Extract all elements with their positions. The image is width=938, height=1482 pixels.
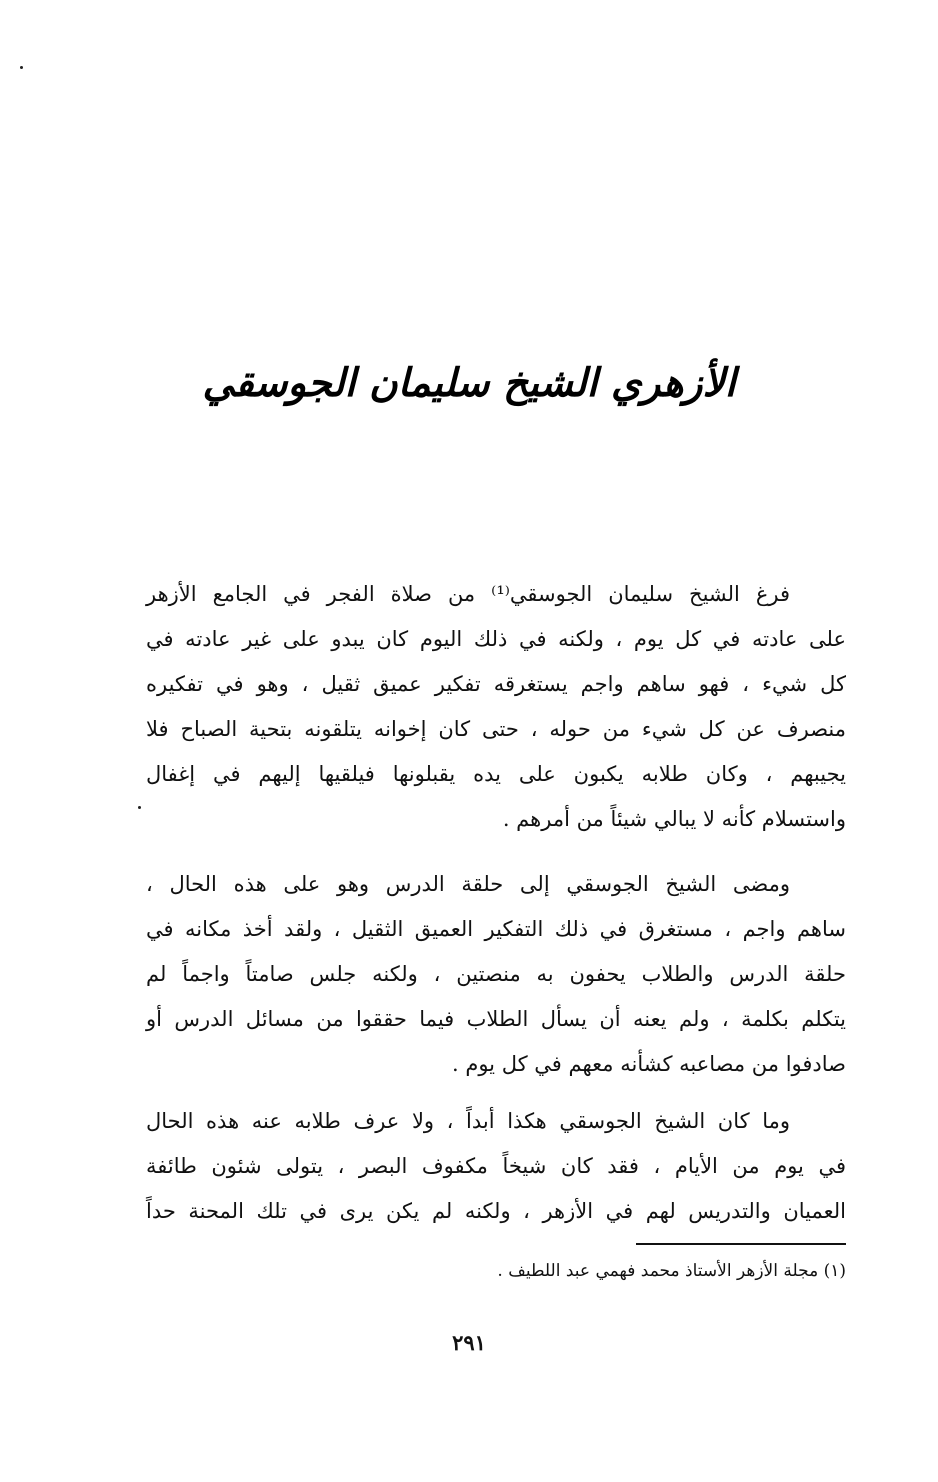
text-line: كل شيء ، فهو ساهم واجم يستغرقه تفكير عميق ثقيل ، وهو في تفكيره — [146, 672, 846, 696]
text-line: فرغ الشيخ سليمان الجوسقي⁽¹⁾ من صلاة الفجر في الجامع الأزهر — [146, 582, 791, 606]
text-line: وما كان الشيخ الجوسقي هكذا أبداً ، ولا عرف طلابه عنه هذه الحال — [146, 1109, 790, 1133]
footnote-divider — [636, 1243, 846, 1245]
text-line: العميان والتدريس لهم في الأزهر ، ولكنه لم يكن يرى في تلك المحنة حداً — [146, 1199, 846, 1223]
text-line: منصرف عن كل شيء من حوله ، حتى كان إخوانه يتلقونه بتحية الصباح فلا — [146, 717, 846, 741]
paragraph-1 — [146, 572, 846, 842]
text-line: يتكلم بكلمة ، ولم يعنه أن يسأل الطلاب فيما حققوا من مسائل الدرس أو — [146, 1007, 846, 1031]
footnote: (١) مجلة الأزهر الأستاذ محمد فهمي عبد اللطيف . — [497, 1261, 846, 1281]
text-line: واستسلام كأنه لا يبالي شيئاً من أمرهم . — [502, 807, 846, 831]
text-line: صادفوا من مصاعبه كشأنه معهم في كل يوم . — [451, 1052, 846, 1076]
chapter-title: الأزهري الشيخ سليمان الجوسقي — [202, 360, 736, 406]
text-line: ساهم واجم ، مستغرق في ذلك التفكير العميق الثقيل ، ولقد أخذ مكانه في — [146, 917, 846, 941]
paragraph-3 — [146, 1099, 846, 1234]
text-line: يجيبهم ، وكان طلابه يكبون على يده يقبلونها فيلقيها إليهم في إغفال — [146, 762, 846, 786]
text-line: على عادته في كل يوم ، ولكنه في ذلك اليوم كان يبدو على غير عادته في — [146, 627, 846, 651]
text-line: ومضى الشيخ الجوسقي إلى حلقة الدرس وهو على هذه الحال ، — [146, 872, 791, 896]
text-line: حلقة الدرس والطلاب يحفون به منصتين ، ولكنه جلس صامتاً واجماً لم — [146, 962, 846, 986]
scan-speck — [20, 66, 23, 69]
page-number: ٢٩١ — [452, 1330, 486, 1355]
text-line: في يوم من الأيام ، فقد كان شيخاً مكفوف البصر ، يتولى شئون طائفة — [146, 1154, 846, 1178]
scan-speck — [138, 806, 141, 809]
paragraph-2 — [146, 862, 846, 1087]
